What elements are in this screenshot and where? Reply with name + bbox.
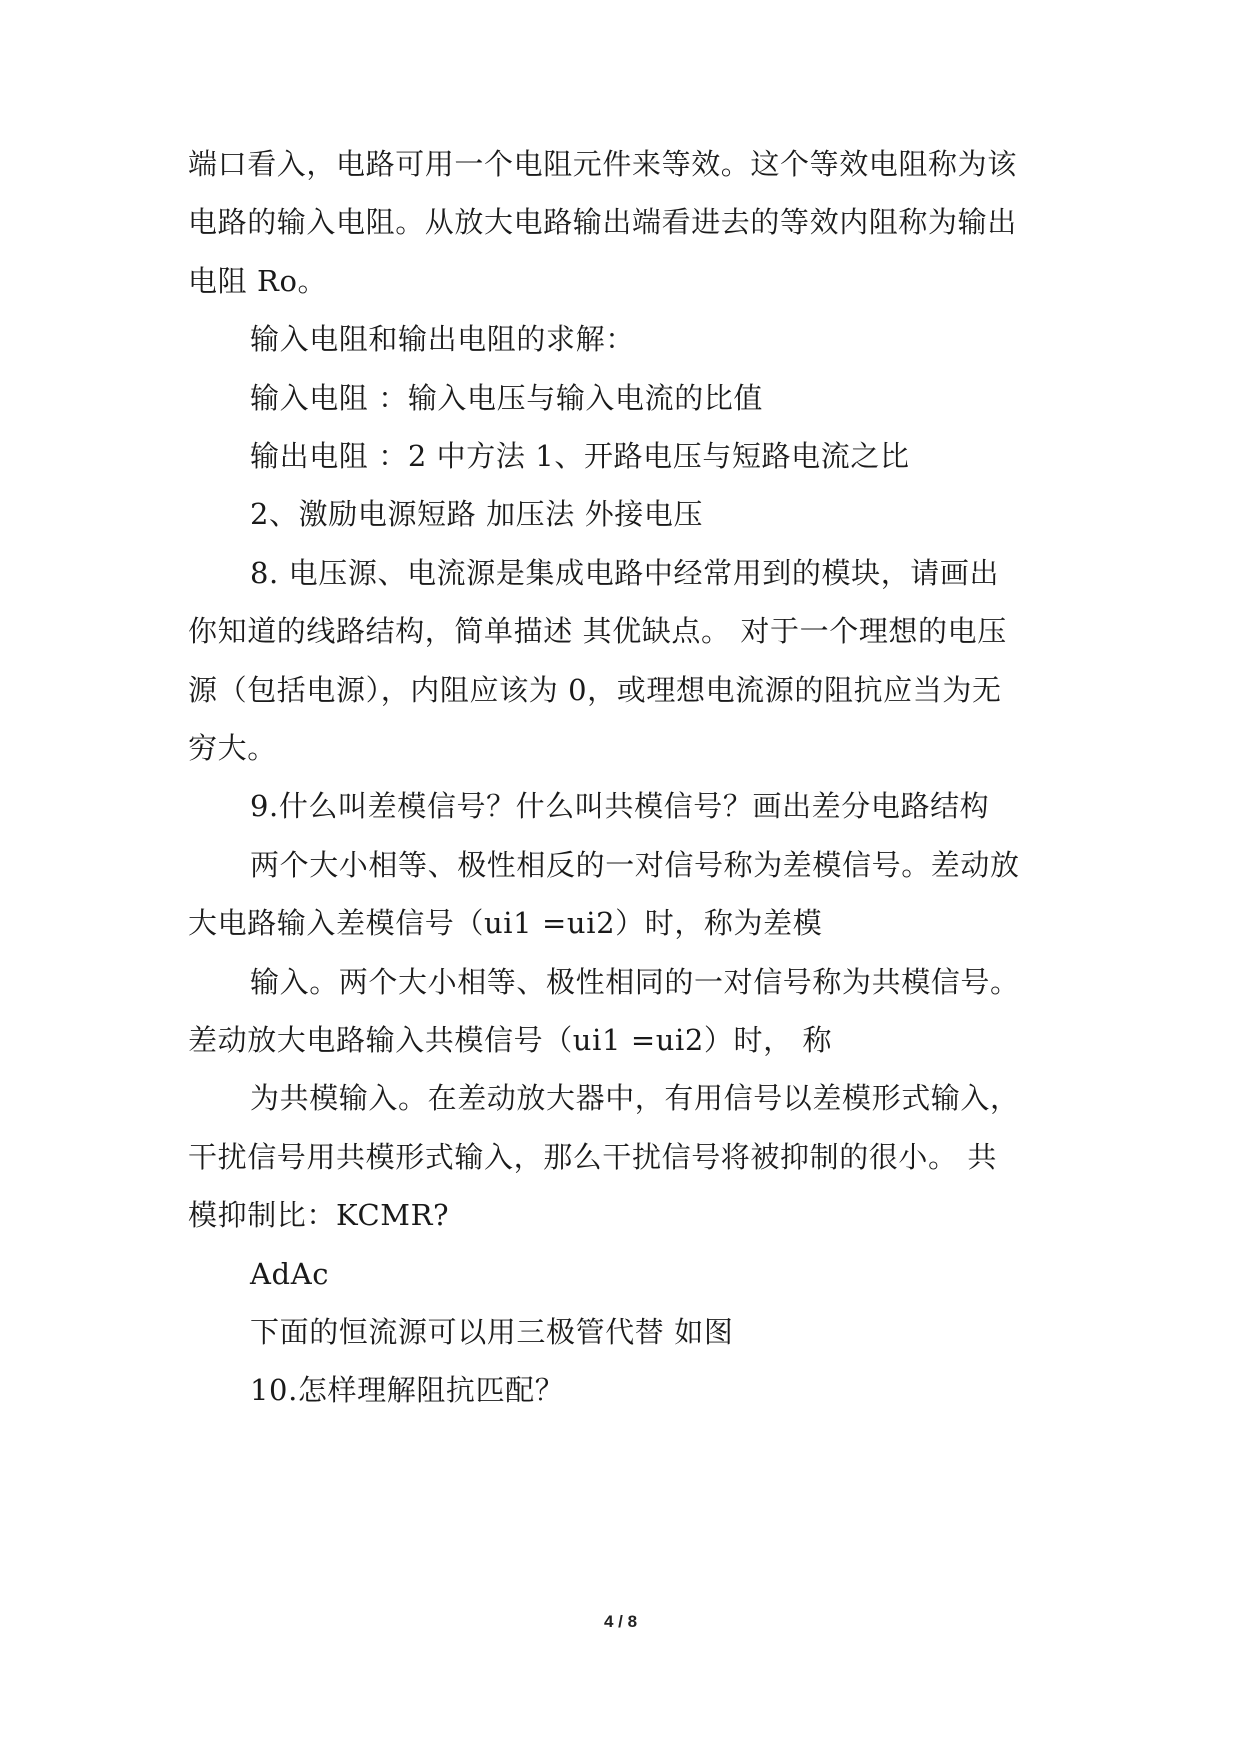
text-line: 电阻 Ro。	[188, 264, 328, 298]
page-number: 4 / 8	[603, 1612, 638, 1631]
text-line: 9.什么叫差模信号？什么叫共模信号？画出差分电路结构	[250, 789, 990, 823]
text-line: 为共模输入。在差动放大器中，有用信号以差模形式输入，	[250, 1081, 1020, 1115]
text-line: 8. 电压源、电流源是集成电路中经常用到的模块，请画出	[250, 556, 1000, 590]
text-line: 电路的输入电阻。从放大电路输出端看进去的等效内阻称为输出	[188, 205, 1017, 239]
text-line: 端口看入，电路可用一个电阻元件来等效。这个等效电阻称为该	[188, 147, 1017, 181]
text-line: 输入电阻和输出电阻的求解：	[250, 322, 635, 356]
text-line: 你知道的线路结构，简单描述 其优缺点。 对于一个理想的电压	[188, 614, 1007, 648]
text-line: 穷大。	[188, 731, 277, 765]
text-line: AdAc	[250, 1257, 330, 1291]
text-line: 输入。两个大小相等、极性相同的一对信号称为共模信号。	[250, 965, 1020, 999]
text-line: 两个大小相等、极性相反的一对信号称为差模信号。差动放	[250, 848, 1020, 882]
text-line: 干扰信号用共模形式输入，那么干扰信号将被抑制的很小。 共	[188, 1140, 998, 1174]
text-line: 模抑制比：KCMR?	[188, 1198, 450, 1232]
text-line: 输出电阻 ：2 中方法 1、开路电压与短路电流之比	[250, 439, 910, 473]
text-line: 输入电阻 ：输入电压与输入电流的比值	[250, 381, 764, 415]
text-line: 差动放大电路输入共模信号（ui1 =ui2）时， 称	[188, 1023, 833, 1057]
text-line: 大电路输入差模信号（ui1 =ui2）时，称为差模	[188, 906, 823, 940]
text-line: 源（包括电源），内阻应该为 0，或理想电流源的阻抗应当为无	[188, 673, 1002, 707]
text-line: 2、激励电源短路 加压法 外接电压	[250, 497, 704, 531]
text-line: 10.怎样理解阻抗匹配？	[250, 1373, 565, 1407]
text-line: 下面的恒流源可以用三极管代替 如图	[250, 1315, 734, 1349]
